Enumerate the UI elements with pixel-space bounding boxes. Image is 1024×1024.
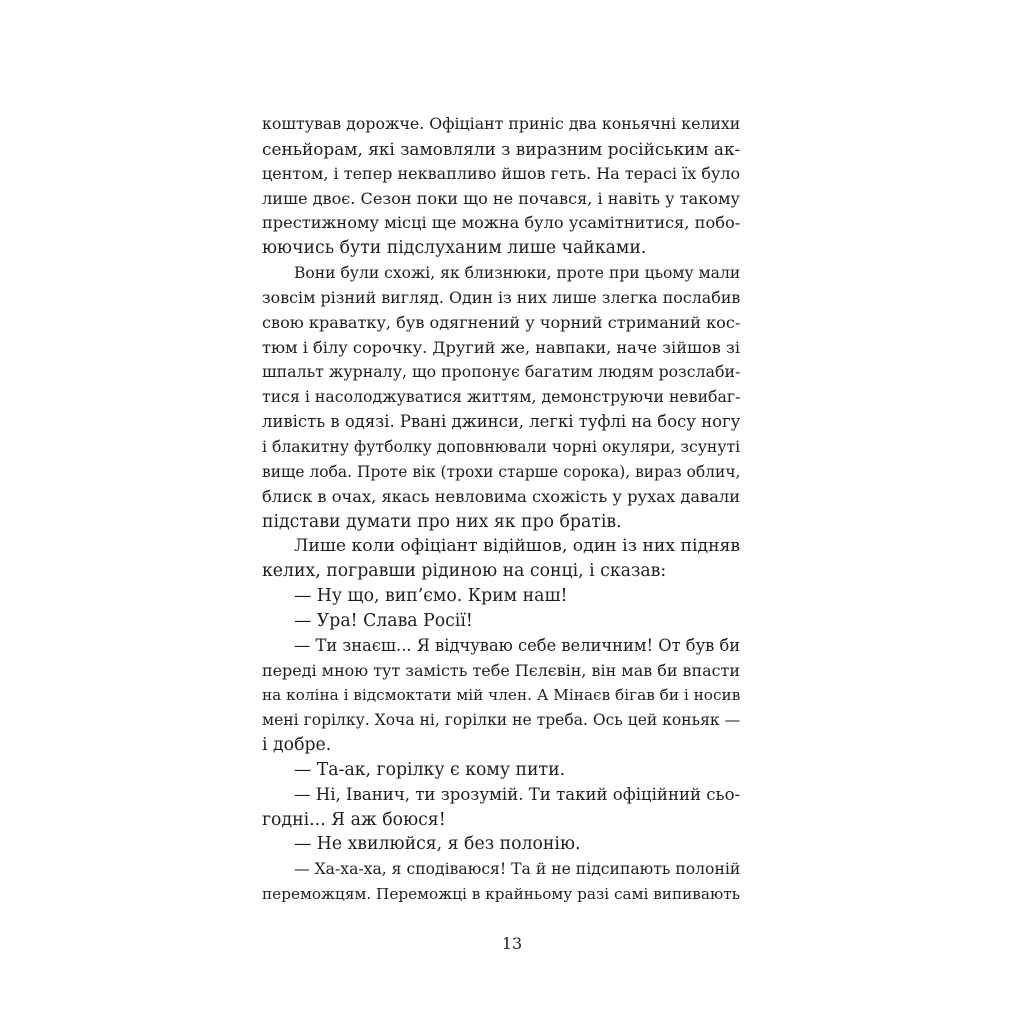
text-line: ливість в одязі. Рвані джинси, легкі туфлі на босу ногу	[262, 412, 741, 432]
text-line: і добре.	[262, 735, 332, 756]
text-line: Лише коли офіціант відійшов, один із них підняв	[294, 536, 741, 557]
text-line: престижному місці ще можна було усамітнитися, побо-	[262, 213, 741, 233]
text-line: — Ні, Іванич, ти зрозумій. Ти такий офіційний сьо-	[294, 784, 741, 804]
text-line: підстави думати про них як про братів.	[262, 511, 622, 532]
text-line: свою краватку, був одягнений у чорний стриманий кос-	[262, 312, 741, 332]
text-line: юючись бути підслуханим лише чайками.	[262, 238, 647, 259]
text-line: вище лоба. Проте вік (трохи старше сорока), вираз облич,	[262, 462, 741, 481]
text-line: коштував дорожче. Офіціант приніс два коньячні келихи	[262, 114, 741, 133]
text-line: на коліна і відсмоктати мій член. А Мінаєв бігав би і носив	[262, 686, 741, 705]
text-line: — Та-ак, горілку є кому пити.	[294, 759, 566, 780]
page-body	[262, 112, 740, 907]
text-line: центом, і тепер неквапливо йшов геть. На терасі їх було	[262, 163, 741, 183]
page-number: 13	[501, 934, 523, 953]
text-line: сеньйорам, які замовляли з виразним російським ак-	[262, 138, 741, 159]
text-line: переможцям. Переможці в крайньому разі самі випивають	[262, 885, 740, 904]
text-line: — Ну що, вип’ємо. Крим наш!	[294, 586, 568, 607]
text-line: шпальт журналу, що пропонує багатим людям розслаби-	[262, 362, 741, 382]
text-line: і блакитну футболку доповнювали чорні окуляри, зсунуті	[262, 436, 741, 456]
text-line: лише двоє. Сезон поки що не почався, і навіть у такому	[262, 188, 741, 208]
text-line: блиск в очах, якась невловима схожість у рухах давали	[262, 486, 741, 506]
text-line: переді мною тут замість тебе Пєлєвін, він мав би впасти	[262, 660, 740, 680]
text-line: — Ура! Слава Росії!	[294, 610, 473, 631]
text-line: годні... Я аж боюся!	[262, 809, 446, 830]
text-line: келих, погравши рідиною на сонці, і сказав:	[262, 561, 667, 582]
text-line: Вони були схожі, як близнюки, проте при цьому мали	[294, 264, 741, 283]
text-line: — Ти знаєш... Я відчуваю себе величним! От був би	[294, 635, 741, 655]
text-line: — Не хвилюйся, я без полонію.	[294, 834, 581, 855]
text-line: — Ха-ха-ха, я сподіваюся! Та й не підсипають полоній	[294, 860, 741, 879]
text-line: зовсім різний вигляд. Один із них лише злегка послабив	[262, 287, 741, 307]
text-line: мені горілку. Хоча ні, горілки не треба. Ось цей коньяк —	[262, 711, 741, 730]
text-line: тюм і білу сорочку. Другий же, навпаки, наче зійшов зі	[262, 337, 741, 357]
text-line: тися і насолоджуватися життям, демонструючи невибаг-	[262, 387, 741, 407]
